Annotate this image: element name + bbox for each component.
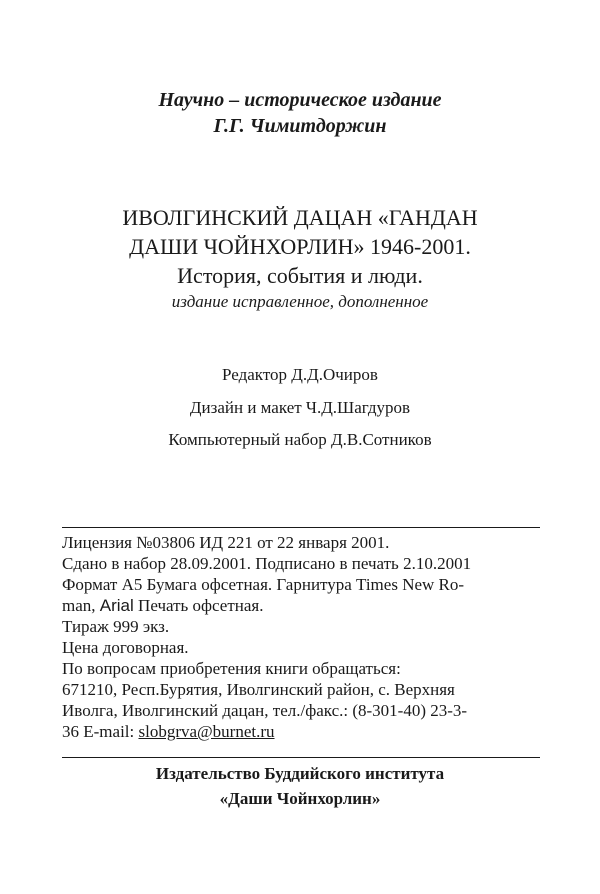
imprint-top-rule [62, 527, 540, 528]
imprint-format: Формат А5 Бумага офсетная. Гарнитура Times New Ro- [62, 575, 465, 594]
edition-note: издание исправленное, дополненное [171, 292, 429, 311]
imprint-price: Цена договорная. [62, 638, 189, 657]
imprint-inquiries: По вопросам приобретения книги обращаться: [62, 659, 401, 678]
imprint-dates: Сдано в набор 28.09.2001. Подписано в печать 2.10.2001 [62, 554, 472, 573]
imprint-print-run: Тираж 999 экз. [62, 617, 170, 636]
publisher-name-line-2: «Даши Чойнхорлин» [219, 789, 381, 808]
credit-design: Дизайн и макет Ч.Д.Шагдуров [189, 398, 411, 417]
credit-editor: Редактор Д.Д.Очиров [222, 365, 378, 384]
imprint-bottom-rule [62, 757, 540, 758]
book-title-line-2: ДАШИ ЧОЙНХОРЛИН» 1946-2001. [129, 234, 471, 259]
imprint-format-continued: man, Arial Печать офсетная. [62, 596, 264, 615]
imprint-address-2: Иволга, Иволгинский дацан, тел./факс.: (8-301-40) 23-3- [62, 701, 468, 720]
imprint-address-1: 671210, Респ.Бурятия, Иволгинский район, с. Верхняя [62, 680, 455, 699]
publisher-name: Издательство Буддийского института [155, 764, 445, 783]
book-subtitle: История, события и люди. [177, 263, 423, 288]
author-name: Г.Г. Чимитдоржин [213, 115, 387, 137]
credit-typesetting: Компьютерный набор Д.В.Сотников [168, 430, 432, 449]
imprint-license: Лицензия №03806 ИД 221 от 22 января 2001. [62, 533, 390, 552]
imprint-contact: 36 E-mail: slobgrva@burnet.ru [62, 722, 275, 741]
imprint-block [62, 532, 540, 742]
series-label: Научно – историческое издание [158, 89, 442, 111]
book-title-line-1: ИВОЛГИНСКИЙ ДАЦАН «ГАНДАН [122, 205, 478, 230]
font-name-arial: Arial [99, 596, 134, 615]
email-link[interactable]: slobgrva@burnet.ru [138, 722, 275, 741]
